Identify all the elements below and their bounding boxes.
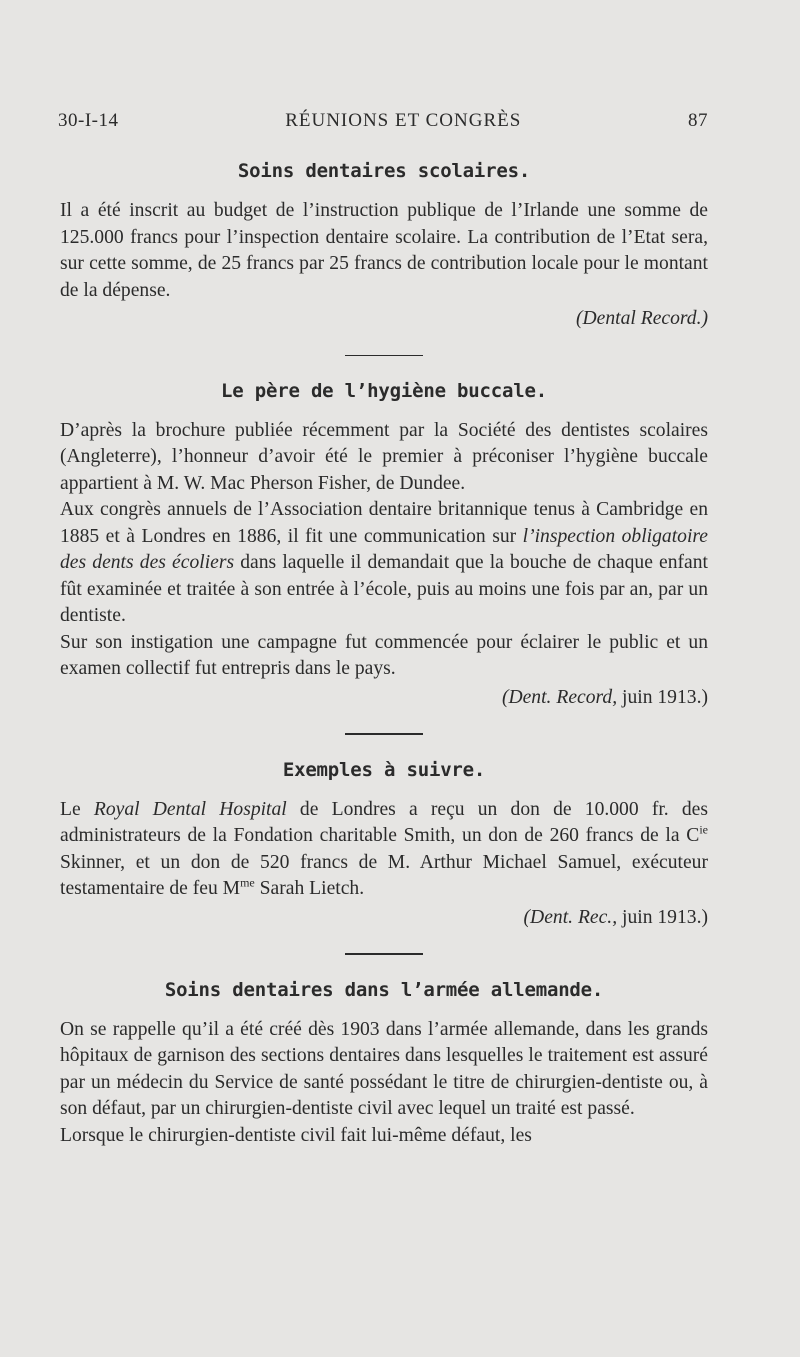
article-source	[60, 685, 708, 712]
article-source	[60, 905, 708, 932]
paragraph-text: Le	[60, 798, 94, 820]
section-divider	[345, 733, 423, 734]
article-paragraph: On se rappelle qu’il a été créé dès 1903 dans l’armée allemande, dans les grands hôpitaux de garnison des sections dentaires dans lesquelles le traitement est assuré par un médecin du Service de santé possédant le titre de chirurgien-dentiste ou, à son défaut, par un chirurgien-dentiste civil avec lequel un traité est passé.	[60, 1018, 708, 1120]
article-soins-dentaires-scolaires	[60, 160, 708, 333]
page-content	[60, 160, 708, 1149]
paragraph-text: de Londres a reçu un don de 10.000 fr. des administrateurs de la Fondation charitable Smith, un don de 260 francs de la C	[60, 798, 708, 847]
section-divider	[345, 953, 423, 954]
article-title: Exemples à suivre.	[282, 758, 486, 781]
article-paragraph: Sur son instigation une campagne fut commencée pour éclairer le public et un examen collectif fut entrepris dans le pays.	[60, 631, 708, 680]
article-paragraph	[60, 797, 708, 903]
paragraph-text: Skinner, et un don de 520 francs de M. Arthur Michael Samuel, exécuteur testamentaire de feu M	[60, 851, 708, 900]
emphasis-text: Royal Dental Hospital	[93, 798, 287, 820]
article-paragraph	[60, 497, 708, 630]
source-date: juin 1913.)	[617, 906, 708, 928]
article-source: (Dental Record.)	[575, 308, 708, 329]
article-title: Soins dentaires scolaires.	[237, 160, 531, 182]
article-paragraph: Lorsque le chirurgien-dentiste civil fait lui-même défaut, les	[60, 1124, 532, 1146]
article-paragraph: D’après la brochure publiée récemment par la Société des dentistes scolaires (Angleterre), l’honneur d’avoir été le premier à préconiser l’hygiène buccale appartient à M. W. Mac Pherson Fisher, de Dundee.	[60, 419, 708, 494]
source-title: (Dent. Record,	[501, 686, 618, 708]
article-title: Le père de l’hygiène buccale.	[221, 379, 547, 402]
paragraph-text: Aux congrès annuels de l’Association dentaire britannique tenus à Cambridge en 1885 et à Londres en 1886, il fit une communication sur	[60, 499, 708, 547]
article-paragraph: Il a été inscrit au budget de l’instruction publique de l’Irlande une somme de 125.000 francs pour l’inspection dentaire scolaire. La contribution de l’Etat sera, sur cette somme, de 25 francs par 25 francs de contribution locale pour le montant de la dépense.	[60, 200, 708, 301]
emphasis-text: l’inspection obligatoire des dents des écoliers	[60, 525, 708, 574]
header-date: 30-I-14	[58, 110, 119, 131]
article-exemples-a-suivre	[60, 759, 708, 932]
superscript: me	[240, 875, 255, 890]
section-divider	[345, 355, 423, 356]
paragraph-text: Sarah Lietch.	[254, 878, 365, 900]
page-number: 87	[688, 110, 708, 131]
paragraph-text: dans laquelle il demandait que la bouche de chaque enfant fût examinée et traitée à son entrée à l’école, puis au moins une fois par an, par un dentiste.	[60, 552, 708, 627]
source-title: (Dent. Rec.,	[523, 906, 618, 928]
article-title: Soins dentaires dans l’armée allemande.	[164, 978, 604, 1001]
article-pere-hygiene-buccale	[60, 380, 708, 712]
article-soins-armee-allemande	[60, 979, 708, 1150]
running-head	[58, 110, 708, 132]
superscript: ie	[699, 822, 708, 837]
header-title: RÉUNIONS ET CONGRÈS	[285, 110, 522, 131]
source-date: juin 1913.)	[617, 686, 708, 708]
